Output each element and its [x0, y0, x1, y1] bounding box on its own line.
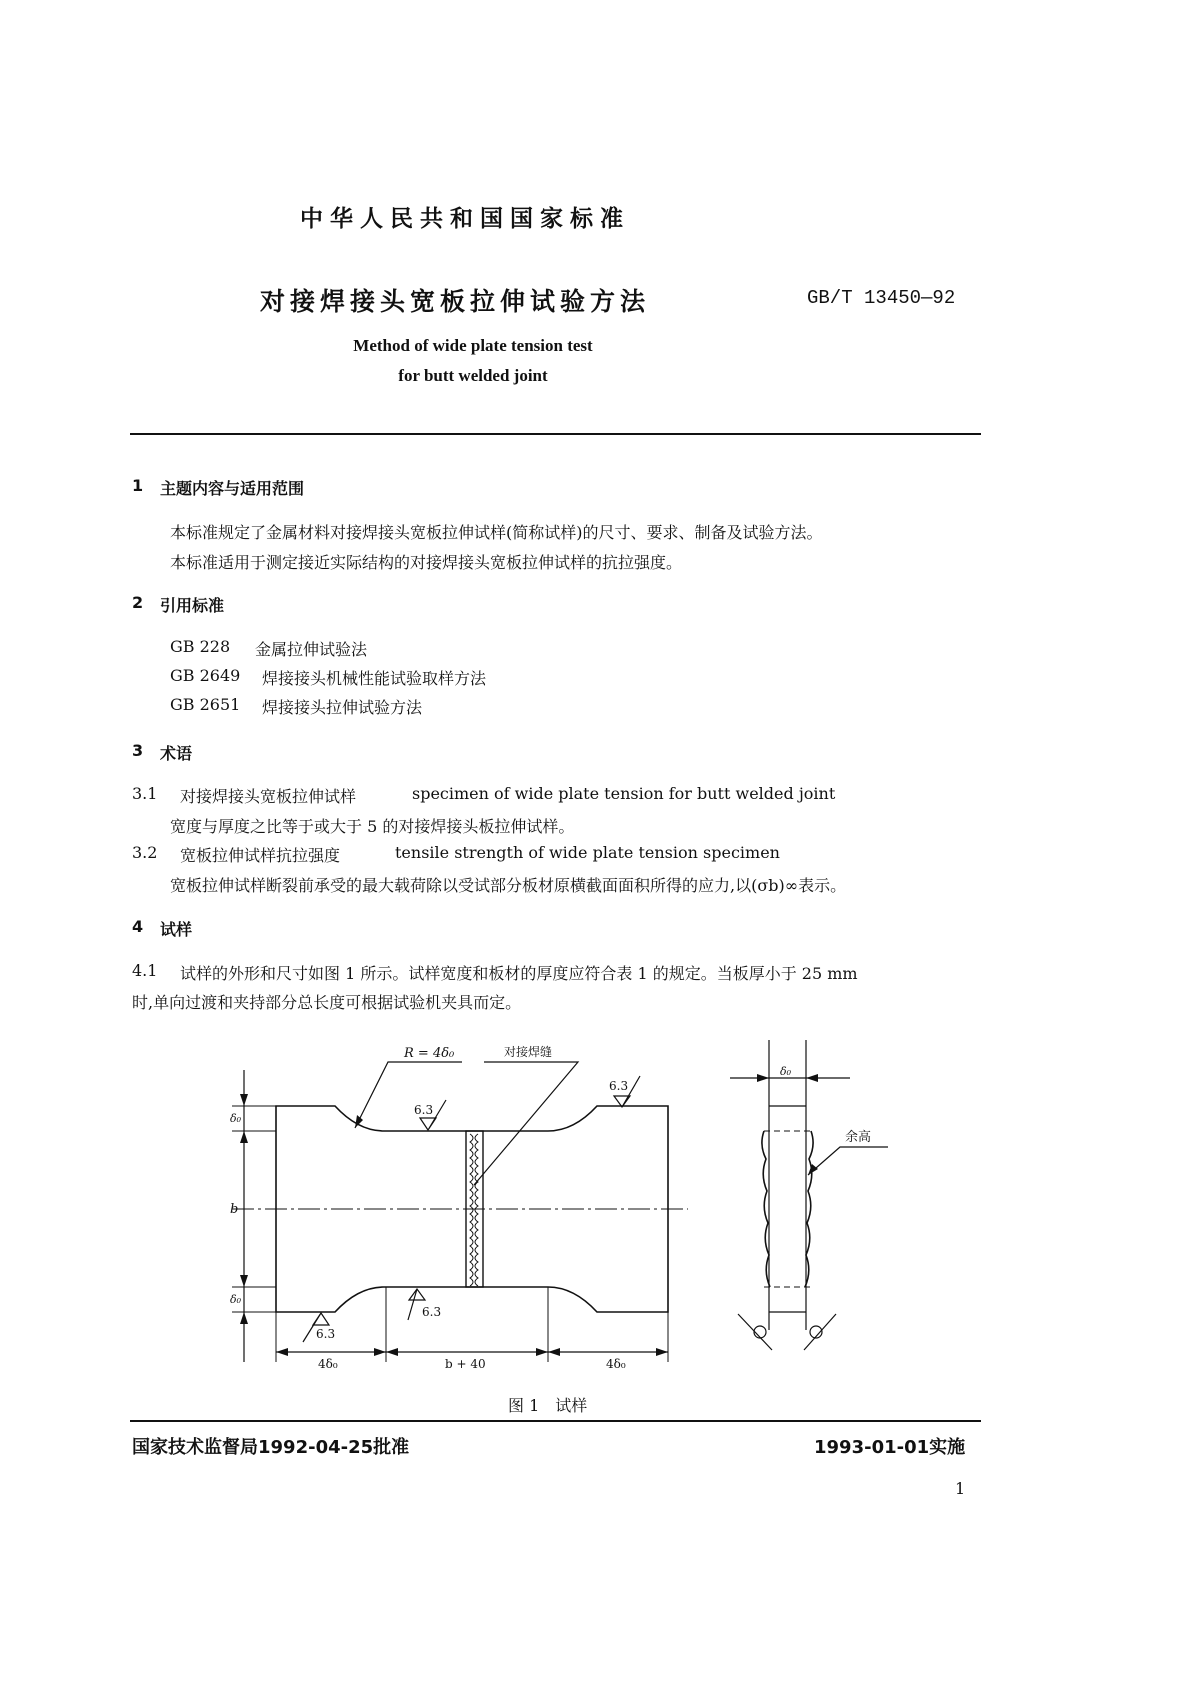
left-length-label: 4δ₀	[318, 1357, 338, 1371]
figure-caption: 图 1 试样	[508, 1396, 588, 1415]
delta0-label: δ₀	[230, 1293, 242, 1306]
weld-label: 对接焊缝	[504, 1045, 553, 1059]
radius-leader	[355, 1062, 462, 1128]
term-3-1-en: specimen of wide plate tension for butt welded joint	[412, 784, 836, 803]
footer-rule	[130, 1420, 981, 1422]
reinforcement-label: 余高	[845, 1130, 872, 1145]
section-1-number: 1	[132, 476, 144, 495]
page-number: 1	[955, 1479, 966, 1498]
roughness-label: 6.3	[414, 1103, 434, 1117]
section-1-paragraph-1: 本标准规定了金属材料对接焊接头宽板拉伸试样(简称试样)的尺寸、要求、制备及试验方法。	[170, 523, 823, 542]
english-title-line-1: Method of wide plate tension test	[353, 336, 593, 355]
reference-code: GB 2651	[170, 695, 241, 714]
reference-title: 焊接接头拉伸试验方法	[262, 698, 423, 717]
term-3-2-number: 3.2	[132, 843, 158, 862]
section-3-number: 3	[132, 741, 144, 760]
term-3-1-number: 3.1	[132, 784, 158, 803]
term-3-2-definition: 宽板拉伸试样断裂前承受的最大载荷除以受试部分板材原横截面面积所得的应力,以(σb)∞表示。	[170, 876, 847, 895]
weld-leader	[474, 1062, 578, 1185]
clause-4-1-line-1: 试样的外形和尺寸如图 1 所示。试样宽度和板材的厚度应符合表 1 的规定。当板厚小于 25 mm	[180, 964, 858, 983]
section-1-paragraph-2: 本标准适用于测定接近实际结构的对接焊接头宽板拉伸试样的抗拉强度。	[170, 553, 683, 572]
clause-4-1-line-2: 时,单向过渡和夹持部分总长度可根据试验机夹具而定。	[132, 993, 522, 1012]
reference-title: 金属拉伸试验法	[255, 640, 368, 659]
term-3-1-cn: 对接焊接头宽板拉伸试样	[180, 787, 357, 806]
clause-4-1-number: 4.1	[132, 961, 158, 980]
document-title: 对接焊接头宽板拉伸试验方法	[260, 287, 651, 316]
english-title-line-2: for butt welded joint	[398, 366, 548, 385]
roughness-label: 6.3	[316, 1327, 336, 1341]
roughness-label: 6.3	[422, 1305, 442, 1319]
middle-length-label: b + 40	[445, 1357, 486, 1371]
reinforcement-leader	[808, 1147, 888, 1175]
national-standard-heading: 中华人民共和国国家标准	[300, 206, 630, 232]
reference-title: 焊接接头机械性能试验取样方法	[262, 669, 487, 688]
effective-date: 1993-01-01实施	[814, 1437, 966, 1458]
section-4-number: 4	[132, 917, 144, 936]
width-b-label: b	[230, 1202, 239, 1217]
section-3-heading: 术语	[160, 744, 193, 763]
approval-line: 国家技术监督局1992-04-25批准	[132, 1437, 410, 1458]
thickness-label: δ₀	[780, 1065, 792, 1078]
section-4-heading: 试样	[160, 920, 193, 939]
section-2-heading: 引用标准	[160, 596, 225, 615]
term-3-1-definition: 宽度与厚度之比等于或大于 5 的对接焊接头板拉伸试样。	[170, 817, 575, 836]
standard-number: GB/T 13450—92	[807, 287, 956, 309]
radius-label: R = 4δ₀	[404, 1046, 455, 1061]
reference-code: GB 2649	[170, 666, 241, 685]
section-1-heading: 主题内容与适用范围	[160, 479, 305, 498]
reference-code: GB 228	[170, 637, 231, 656]
roughness-label: 6.3	[609, 1079, 629, 1093]
term-3-2-cn: 宽板拉伸试样抗拉强度	[180, 846, 341, 865]
term-3-2-en: tensile strength of wide plate tension specimen	[395, 843, 780, 862]
delta0-label: δ₀	[230, 1112, 242, 1125]
right-length-label: 4δ₀	[606, 1357, 626, 1371]
section-2-number: 2	[132, 593, 144, 612]
